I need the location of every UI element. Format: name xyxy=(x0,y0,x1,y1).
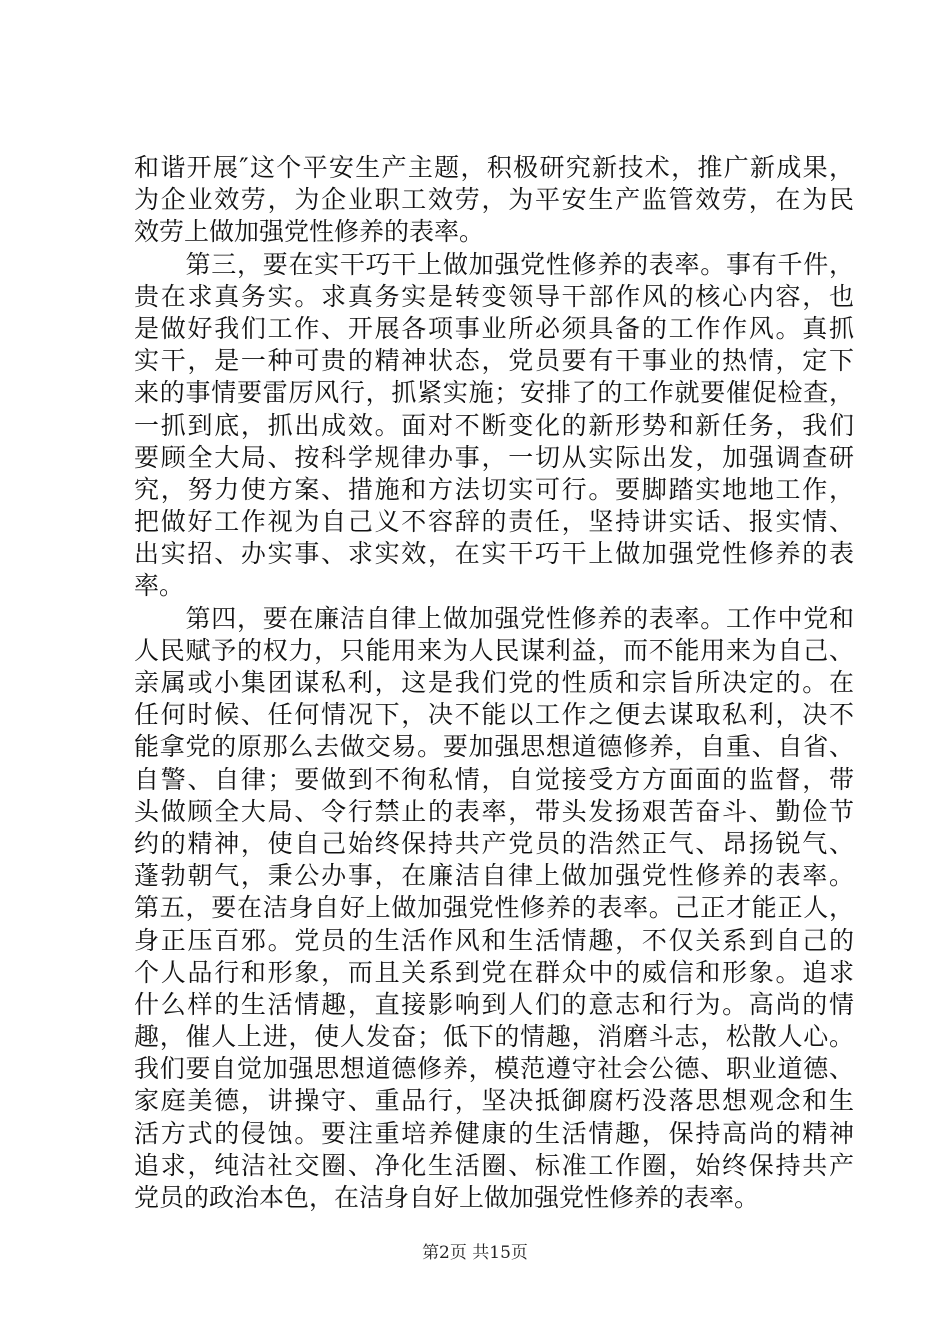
text-line: 第四，要在廉洁自律上做加强党性修养的表率。工作中党和 xyxy=(134,603,854,633)
text-line: 我们要自觉加强思想道德修养，模范遵守社会公德、职业道德、 xyxy=(134,1054,854,1084)
text-line: 人民赋予的权力，只能用来为人民谋利益，而不能用来为自己、 xyxy=(134,635,854,665)
text-line: 蓬勃朝气，秉公办事，在廉洁自律上做加强党性修养的表率。 xyxy=(134,861,854,891)
text-line: 能拿党的原那么去做交易。要加强思想道德修养，自重、自省、 xyxy=(134,732,854,762)
text-line: 和谐开展″这个平安生产主题，积极研究新技术，推广新成果， xyxy=(134,153,854,182)
text-line: 出实招、办实事、求实效，在实干巧干上做加强党性修养的表 xyxy=(134,539,854,569)
text-line: 把做好工作视为自己义不容辞的责任，坚持讲实话、报实情、 xyxy=(134,507,854,537)
text-line: 趣，催人上进，使人发奋；低下的情趣，消磨斗志，松散人心。 xyxy=(134,1022,854,1052)
page-number-footer: 第2页 共15页 xyxy=(422,1243,528,1263)
text-line: 亲属或小集团谋私利，这是我们党的性质和宗旨所决定的。在 xyxy=(134,668,854,697)
text-line: 实干，是一种可贵的精神状态，党员要有干事业的热情，定下 xyxy=(134,346,854,376)
text-line: 党员的政治本色，在洁身自好上做加强党性修养的表率。 xyxy=(134,1183,760,1212)
text-line: 什么样的生活情趣，直接影响到人们的意志和行为。高尚的情 xyxy=(134,989,854,1019)
text-line: 约的精神，使自己始终保持共产党员的浩然正气、昂扬锐气、 xyxy=(134,828,854,858)
text-line: 任何时候、任何情况下，决不能以工作之便去谋取私利，决不 xyxy=(134,700,854,730)
text-line: 自警、自律；要做到不徇私情，自觉接受方方面面的监督，带 xyxy=(134,764,854,794)
text-line: 究，努力使方案、措施和方法切实可行。要脚踏实地地工作， xyxy=(134,474,854,504)
text-line: 身正压百邪。党员的生活作风和生活情趣，不仅关系到自己的 xyxy=(134,925,854,955)
text-line: 个人品行和形象，而且关系到党在群众中的威信和形象。追求 xyxy=(134,957,854,987)
text-line: 追求，纯洁社交圈、净化生活圈、标准工作圈，始终保持共产 xyxy=(134,1150,854,1180)
document-body xyxy=(134,152,854,1214)
text-line: 来的事情要雷厉风行，抓紧实施；安排了的工作就要催促检查， xyxy=(134,378,854,408)
text-line: 效劳上做加强党性修养的表率。 xyxy=(134,217,485,247)
text-line: 一抓到底，抓出成效。面对不断变化的新形势和新任务，我们 xyxy=(134,410,854,440)
text-line: 家庭美德，讲操守、重品行，坚决抵御腐朽没落思想观念和生 xyxy=(134,1086,854,1116)
text-line: 头做顾全大局、令行禁止的表率，带头发扬艰苦奋斗、勤俭节 xyxy=(134,796,854,826)
text-line: 活方式的侵蚀。要注重培养健康的生活情趣，保持高尚的精神 xyxy=(134,1118,854,1148)
text-line: 是做好我们工作、开展各项事业所必须具备的工作作风。真抓 xyxy=(134,313,854,343)
text-line: 率。 xyxy=(134,571,185,601)
text-line: 贵在求真务实。求真务实是转变领导干部作风的核心内容，也 xyxy=(134,281,854,311)
text-line: 第三，要在实干巧干上做加强党性修养的表率。事有千件， xyxy=(134,249,854,279)
text-line: 为企业效劳，为企业职工效劳，为平安生产监管效劳，在为民 xyxy=(134,185,854,215)
text-line: 要顾全大局、按科学规律办事，一切从实际出发，加强调查研 xyxy=(134,442,854,472)
text-line: 第五，要在洁身自好上做加强党性修养的表率。己正才能正人， xyxy=(134,893,854,923)
